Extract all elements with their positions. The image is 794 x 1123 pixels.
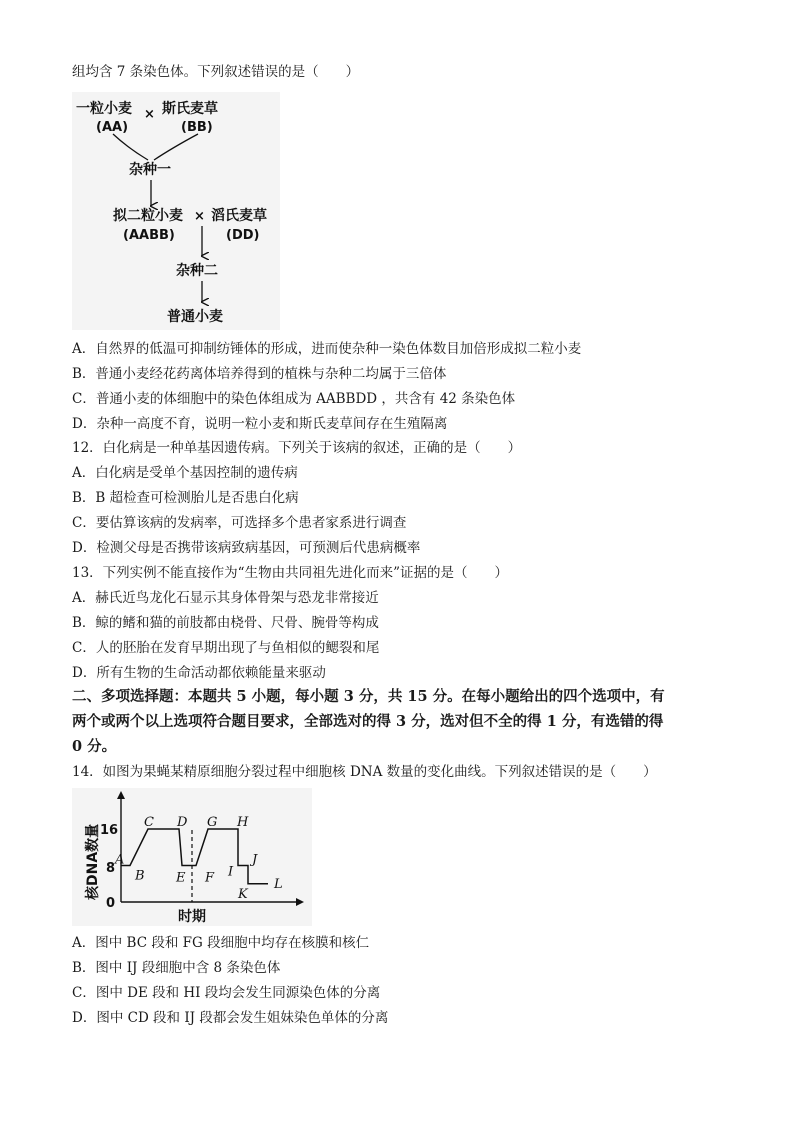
common-wheat-label: 普通小麦 [167, 309, 223, 325]
q14-stem: 14．如图为果蝇某精原细胞分裂过程中细胞核 DNA 数量的变化曲线。下列叙述错误的是（ ） [72, 764, 657, 780]
q13-option-c: C．人的胚胎在发育早期出现了与鱼相似的鳃裂和尾 [72, 640, 380, 656]
q14-option-b: B．图中 IJ 段细胞中含 8 条染色体 [72, 960, 281, 976]
q12-option-a: A．白化病是受单个基因控制的遗传病 [72, 465, 298, 481]
parent-aegilops-speltoides-name: 斯氏麦草 [162, 101, 218, 117]
point-label-k: K [238, 886, 248, 902]
q11-option-c: C．普通小麦的体细胞中的染色体组成为 AABBDD ，共含有 42 条染色体 [72, 391, 516, 407]
point-label-l: L [274, 876, 283, 892]
parent-einkorn-name: 一粒小麦 [76, 101, 132, 117]
q13-option-b: B．鲸的鳍和猫的前肢都由桡骨、尺骨、腕骨等构成 [72, 615, 379, 631]
y-tick-16: 16 [100, 823, 119, 838]
cross-symbol-2: × [194, 209, 205, 224]
point-label-i: I [228, 864, 234, 880]
parent-aegilops-tauschii-name: 滔氏麦草 [211, 208, 267, 224]
parent-aegilops-speltoides-genotype: (BB) [181, 120, 213, 135]
q14-option-a: A．图中 BC 段和 FG 段细胞中均存在核膜和核仁 [72, 935, 370, 951]
point-label-a: A [115, 852, 125, 868]
point-label-h: H [237, 815, 249, 830]
q11-option-b: B．普通小麦经花药离体培养得到的植株与杂种二均属于三倍体 [72, 366, 447, 382]
q12-option-c: C．要估算该病的发病率，可选择多个患者家系进行调查 [72, 515, 407, 531]
parent-aegilops-tauschii-genotype: (DD) [226, 228, 260, 243]
q14-option-d: D．图中 CD 段和 IJ 段都会发生姐妹染色单体的分离 [72, 1010, 389, 1026]
y-axis-label: 核DNA数量 [85, 823, 101, 900]
q12-stem: 12．白化病是一种单基因遗传病。下列关于该病的叙述，正确的是（ ） [72, 440, 522, 456]
point-label-d: D [177, 815, 188, 830]
parent-tetraploid-name: 拟二粒小麦 [113, 208, 183, 224]
point-label-j: J [252, 852, 258, 868]
point-label-e: E [176, 870, 186, 886]
question-11-stem-tail: 组均含 7 条染色体。下列叙述错误的是（ ） [72, 64, 360, 80]
y-tick-0: 0 [106, 896, 116, 911]
cross-symbol-1: × [144, 107, 155, 122]
parent-tetraploid-genotype: (AABB) [123, 228, 175, 243]
parent-einkorn-genotype: (AA) [96, 120, 129, 135]
hybrid-one-label: 杂种一 [129, 162, 171, 178]
section-2-heading-line-2: 两个或两个以上选项符合题目要求，全部选对的得 3 分，选对但不全的得 1 分，有选错的得 [72, 713, 664, 730]
q13-option-d: D．所有生物的生命活动都依赖能量来驱动 [72, 665, 326, 681]
point-label-f: F [205, 870, 215, 886]
q14-option-c: C．图中 DE 段和 HI 段均会发生同源染色体的分离 [72, 985, 381, 1001]
section-2-heading-line-3: 0 分。 [72, 738, 117, 755]
q13-stem: 13．下列实例不能直接作为“生物由共同祖先进化而来”证据的是（ ） [72, 565, 508, 581]
q12-option-d: D．检测父母是否携带该病致病基因，可预测后代患病概率 [72, 540, 421, 556]
q11-option-a: A．自然界的低温可抑制纺锤体的形成，进而使杂种一染色体数目加倍形成拟二粒小麦 [72, 341, 582, 357]
section-2-heading-line-1: 二、多项选择题：本题共 5 小题，每小题 3 分，共 15 分。在每小题给出的四个选项中，有 [72, 688, 665, 705]
q13-option-a: A．赫氏近鸟龙化石显示其身体骨架与恐龙非常接近 [72, 590, 379, 606]
point-label-b: B [135, 868, 145, 884]
x-axis-label: 时期 [178, 909, 206, 925]
q11-option-d: D．杂种一高度不育，说明一粒小麦和斯氏麦草间存在生殖隔离 [72, 416, 448, 432]
point-label-g: G [207, 815, 218, 830]
hybrid-two-label: 杂种二 [176, 263, 218, 279]
q12-option-b: B．B 超检查可检测胎儿是否患白化病 [72, 490, 299, 506]
point-label-c: C [144, 815, 154, 830]
y-tick-8: 8 [106, 861, 116, 876]
